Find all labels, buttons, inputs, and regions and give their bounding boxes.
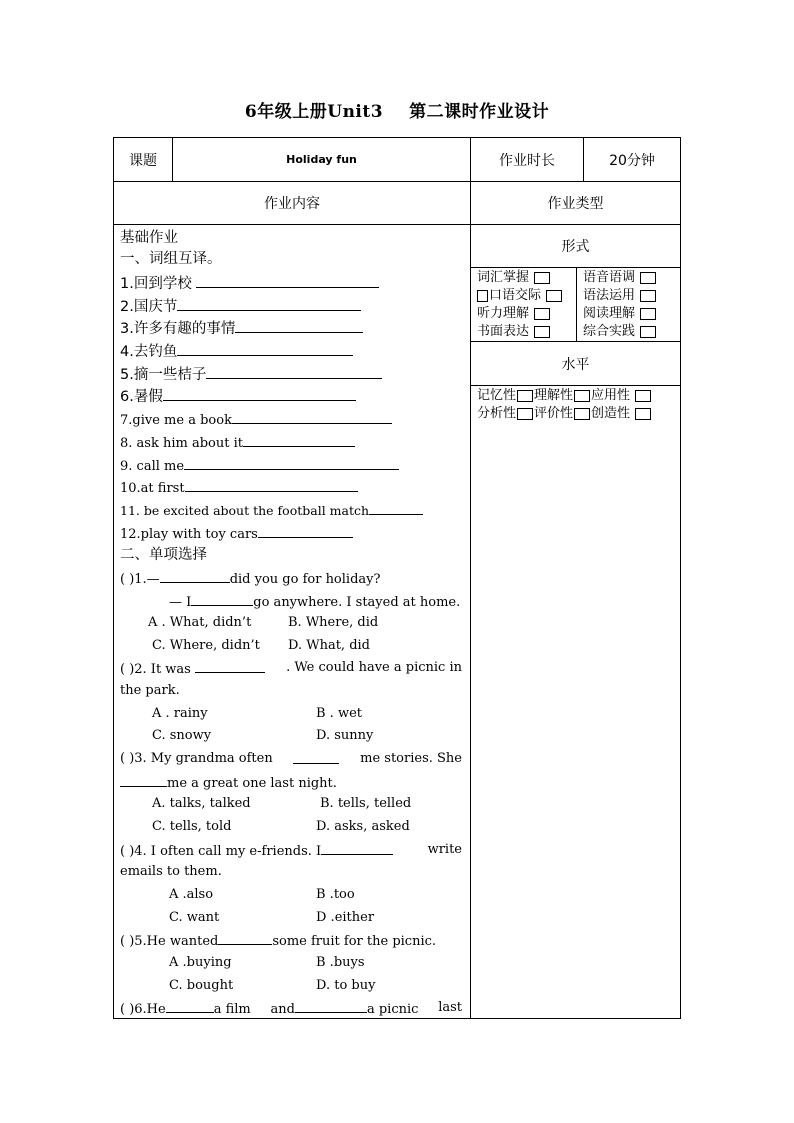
topic-label: 课题 bbox=[129, 152, 157, 169]
q2-option-d[interactable]: D. sunny bbox=[316, 728, 374, 743]
q4-option-a[interactable]: A .also bbox=[169, 887, 214, 902]
answer-blank[interactable] bbox=[243, 432, 355, 447]
q2-option-c[interactable]: C. snowy bbox=[152, 728, 212, 743]
checkbox-icon[interactable] bbox=[517, 408, 533, 420]
levels-row-1: 记忆性 理解性 应用性 bbox=[477, 387, 651, 405]
q2-stem: ( )2. It was . We could have a picnic in bbox=[120, 660, 462, 677]
form-practice: 综合实践 bbox=[583, 323, 656, 341]
page-title: 6年级上册Unit3 第二课时作业设计 bbox=[244, 102, 550, 122]
q3-option-c[interactable]: C. tells, told bbox=[152, 819, 232, 834]
answer-blank[interactable] bbox=[177, 341, 353, 356]
answer-blank[interactable] bbox=[218, 930, 272, 945]
answer-blank[interactable] bbox=[184, 455, 399, 470]
q2-option-b[interactable]: B . wet bbox=[316, 706, 362, 721]
section-1-heading: 一、词组互译。 bbox=[120, 251, 222, 267]
q2-stem-cont: the park. bbox=[120, 683, 180, 698]
form-writing: 书面表达 bbox=[477, 323, 550, 341]
checkbox-icon[interactable] bbox=[574, 408, 590, 420]
answer-blank[interactable] bbox=[369, 500, 423, 515]
checkbox-icon[interactable] bbox=[534, 308, 550, 320]
content-label: 作业内容 bbox=[264, 196, 320, 212]
answer-blank[interactable] bbox=[160, 568, 230, 583]
q5-option-a[interactable]: A .buying bbox=[169, 955, 232, 970]
q1-stem: ( )1.— did you go for holiday? bbox=[120, 568, 380, 590]
answer-blank[interactable] bbox=[163, 386, 356, 401]
form-grammar: 语法运用 bbox=[583, 287, 656, 305]
q5-option-b[interactable]: B .buys bbox=[316, 955, 365, 970]
form-oral: 口语交际 bbox=[477, 287, 562, 305]
answer-blank[interactable] bbox=[185, 477, 358, 492]
levels-row-2: 分析性 评价性 创造性 bbox=[477, 405, 651, 423]
phrase-1: 1.回到学校 bbox=[120, 273, 379, 294]
checkbox-icon[interactable] bbox=[635, 390, 651, 402]
form-pronunciation: 语音语调 bbox=[583, 269, 656, 287]
col-divider bbox=[576, 267, 577, 341]
form-reading: 阅读理解 bbox=[583, 305, 656, 323]
phrase-3: 3.许多有趣的事情 bbox=[120, 318, 363, 339]
checkbox-icon[interactable] bbox=[534, 326, 550, 338]
answer-blank[interactable] bbox=[191, 591, 253, 606]
q3-option-a[interactable]: A. talks, talked bbox=[152, 796, 251, 811]
form-listening: 听力理解 bbox=[477, 305, 550, 323]
q5-stem: ( )5.He wanted some fruit for the picnic. bbox=[120, 930, 436, 952]
answer-blank[interactable] bbox=[321, 840, 393, 855]
col-divider bbox=[470, 137, 471, 1019]
q3-stem: ( )3. My grandma often me stories. She bbox=[120, 751, 462, 766]
phrase-5: 5.摘一些桔子 bbox=[120, 364, 382, 385]
phrase-7: 7.give me a book bbox=[120, 409, 392, 431]
q1-reply: — I go anywhere. I stayed at home. bbox=[169, 591, 460, 613]
answer-blank[interactable] bbox=[258, 523, 353, 538]
q6-stem: ( )6.He a film and a picnic last bbox=[120, 1000, 462, 1017]
q2-option-a[interactable]: A . rainy bbox=[152, 706, 208, 721]
answer-blank[interactable] bbox=[293, 749, 339, 764]
phrase-9: 9. call me bbox=[120, 455, 399, 477]
duration-label: 作业时长 bbox=[499, 152, 555, 169]
q3-stem-cont: me a great one last night. bbox=[120, 772, 337, 794]
section-2-heading: 二、单项选择 bbox=[120, 547, 207, 563]
q4-stem: ( )4. I often call my e-friends. I write bbox=[120, 842, 462, 859]
row-divider bbox=[470, 385, 681, 386]
topic-value: Holiday fun bbox=[286, 153, 357, 166]
table-border-right bbox=[680, 137, 681, 1019]
phrase-8: 8. ask him about it bbox=[120, 432, 355, 454]
phrase-2: 2.国庆节 bbox=[120, 296, 361, 317]
checkbox-icon[interactable] bbox=[546, 290, 562, 302]
phrase-11: 11. be excited about the football match bbox=[120, 500, 423, 521]
checkbox-icon[interactable] bbox=[517, 390, 533, 402]
phrase-4: 4.去钓鱼 bbox=[120, 341, 353, 362]
q4-option-c[interactable]: C. want bbox=[169, 910, 220, 925]
q5-option-d[interactable]: D. to buy bbox=[316, 978, 376, 993]
checkbox-icon[interactable] bbox=[534, 272, 550, 284]
table-border-left bbox=[113, 137, 114, 1019]
checkbox-icon[interactable] bbox=[640, 308, 656, 320]
checkbox-icon[interactable] bbox=[640, 326, 656, 338]
q4-option-b[interactable]: B .too bbox=[316, 887, 355, 902]
checkbox-icon[interactable] bbox=[635, 408, 651, 420]
basic-heading: 基础作业 bbox=[120, 230, 178, 246]
q4-option-d[interactable]: D .either bbox=[316, 910, 375, 925]
q1-option-b[interactable]: B. Where, did bbox=[288, 615, 379, 630]
answer-blank[interactable] bbox=[177, 296, 361, 311]
form-label: 形式 bbox=[561, 239, 590, 255]
q1-option-c[interactable]: C. Where, didn’t bbox=[152, 638, 260, 653]
checkbox-icon[interactable] bbox=[574, 390, 590, 402]
checkbox-icon[interactable] bbox=[477, 290, 488, 302]
phrase-10: 10.at first bbox=[120, 477, 358, 499]
answer-blank[interactable] bbox=[235, 318, 363, 333]
checkbox-icon[interactable] bbox=[640, 290, 656, 302]
checkbox-icon[interactable] bbox=[640, 272, 656, 284]
q3-option-b[interactable]: B. tells, telled bbox=[320, 796, 412, 811]
answer-blank[interactable] bbox=[196, 273, 379, 288]
q5-option-c[interactable]: C. bought bbox=[169, 978, 234, 993]
form-vocabulary: 词汇掌握 bbox=[477, 269, 550, 287]
type-label: 作业类型 bbox=[547, 196, 604, 212]
q4-stem-cont: emails to them. bbox=[120, 864, 222, 879]
duration-value: 20分钟 bbox=[609, 152, 655, 169]
answer-blank[interactable] bbox=[195, 658, 265, 673]
answer-blank[interactable] bbox=[206, 364, 382, 379]
level-label: 水平 bbox=[561, 356, 590, 373]
phrase-6: 6.暑假 bbox=[120, 386, 356, 407]
answer-blank[interactable] bbox=[232, 409, 392, 424]
q1-option-a[interactable]: A . What, didn’t bbox=[148, 615, 252, 630]
answer-blank[interactable] bbox=[166, 998, 214, 1013]
answer-blank[interactable] bbox=[120, 772, 167, 787]
q1-option-d[interactable]: D. What, did bbox=[288, 638, 370, 653]
answer-blank[interactable] bbox=[295, 998, 367, 1013]
phrase-12: 12.play with toy cars bbox=[120, 523, 353, 545]
q3-option-d[interactable]: D. asks, asked bbox=[316, 819, 410, 834]
